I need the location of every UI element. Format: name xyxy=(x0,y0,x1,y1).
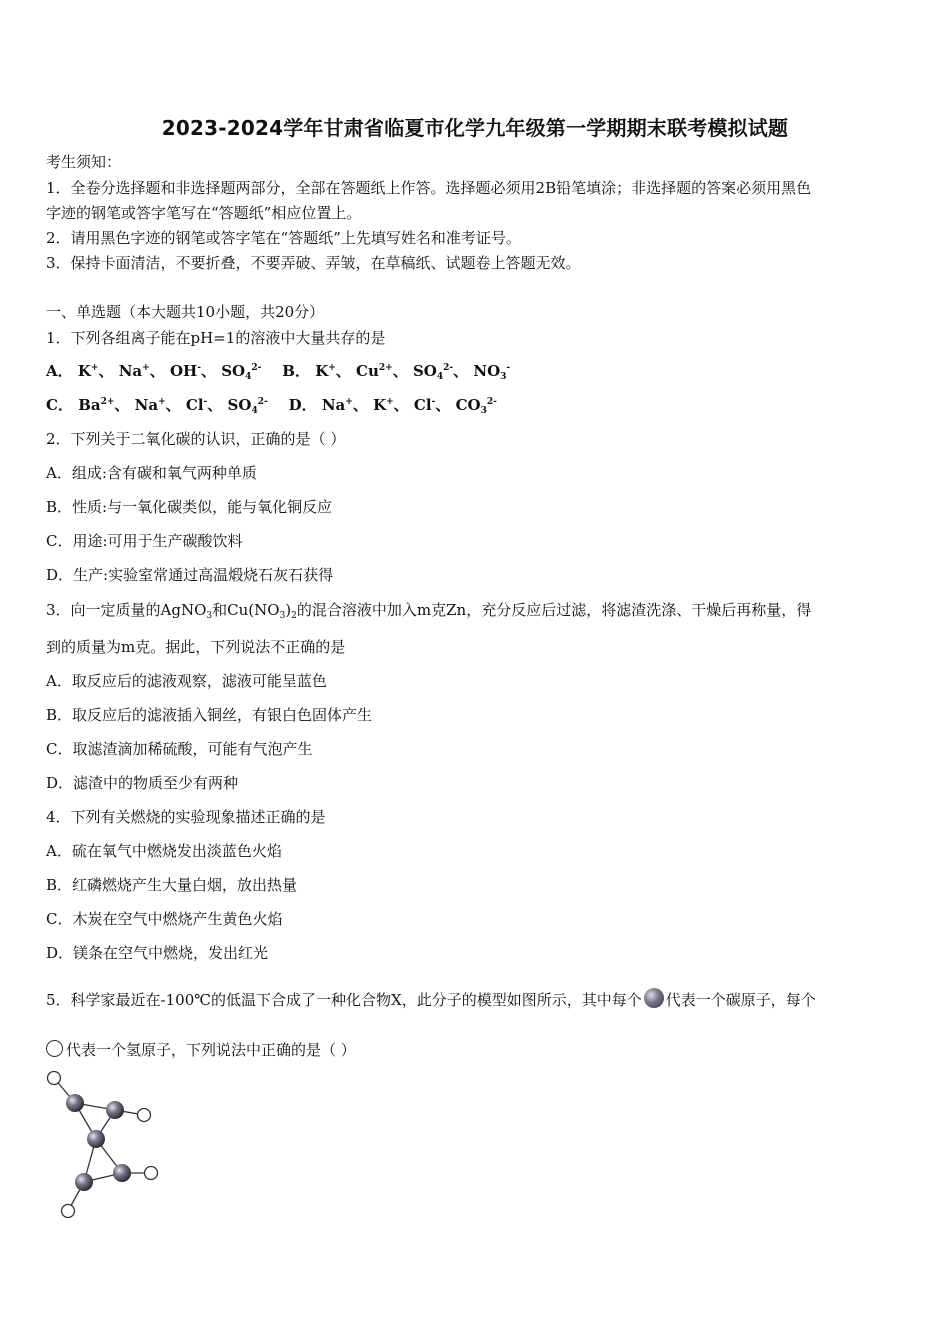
carbon-atom-icon xyxy=(87,1130,105,1148)
q1-label-c: C． xyxy=(46,396,73,414)
q3-option-a: A．取反应后的滤液观察，滤液可能呈蓝色 xyxy=(46,672,327,690)
q3-option-c: C．取滤渣滴加稀硫酸，可能有气泡产生 xyxy=(46,740,313,758)
notice-heading: 考生须知： xyxy=(46,153,122,171)
q2-option-b: B．性质:与一氧化碳类似，能与氧化铜反应 xyxy=(46,498,333,516)
q1-label-d: D． xyxy=(288,396,317,414)
q1-label-b: B． xyxy=(282,362,310,380)
q4-option-c: C．木炭在空气中燃烧产生黄色火焰 xyxy=(46,910,283,928)
ion-cl: Cl- xyxy=(185,396,208,414)
notice-item-2: 2．请用黑色字迹的钢笔或答字笔在“答题纸”上先填写姓名和准考证号。 xyxy=(46,229,521,247)
ion-no3: $NO_3^-$ xyxy=(473,362,511,382)
q3-stem-cont: 到的质量为m克。据此，下列说法不正确的是 xyxy=(46,638,346,656)
q5-stem: 5．科学家最近在-100℃的低温下合成了一种化合物X，此分子的模型如图所示，其中每个 代表一个碳原子，每个 xyxy=(46,988,816,1010)
ion-cu: $Cu^{2+}$ xyxy=(356,362,393,380)
ion-ba: $Ba^{2+}$ xyxy=(78,396,115,414)
ion-cl: Cl- xyxy=(413,396,436,414)
hydrogen-atom-icon xyxy=(46,1040,63,1057)
ion-na: Na+ xyxy=(118,362,150,380)
exam-title: 2023-2024学年甘肃省临夏市化学九年级第一学期期末联考模拟试题 xyxy=(161,116,789,140)
molecule-model-figure xyxy=(40,1068,170,1228)
q4-option-d: D．镁条在空气中燃烧，发出红光 xyxy=(46,944,269,962)
carbon-atom-icon xyxy=(106,1101,124,1119)
ion-na: Na+ xyxy=(134,396,166,414)
q4-option-a: A．硫在氧气中燃烧发出淡蓝色火焰 xyxy=(46,842,282,860)
ion-so4: $SO_4^{2-}$ xyxy=(221,362,262,382)
ion-k: K+ xyxy=(373,396,394,414)
notice-item-1: 1．全卷分选择题和非选择题两部分，全部在答题纸上作答。选择题必须用2B铅笔填涂；非选择题的答案必须用黑色 xyxy=(46,179,812,197)
ion-k: K+ xyxy=(77,362,99,380)
q4-stem: 4．下列有关燃烧的实验现象描述正确的是 xyxy=(46,808,326,826)
ion-na: Na+ xyxy=(321,396,353,414)
carbon-atom-icon xyxy=(644,988,664,1008)
ion-co3: $CO_3^{2-}$ xyxy=(455,396,497,416)
hydrogen-atom-icon xyxy=(48,1072,61,1085)
q3-option-b: B．取反应后的滤液插入铜丝，有银白色固体产生 xyxy=(46,706,373,724)
carbon-atoms xyxy=(66,1094,131,1191)
notice-item-3: 3．保持卡面清洁，不要折叠，不要弄破、弄皱，在草稿纸、试题卷上答题无效。 xyxy=(46,254,581,272)
ion-so4: $SO_4^{2-}$ xyxy=(227,396,268,416)
hydrogen-atom-icon xyxy=(138,1109,151,1122)
q3-stem: 3．向一定质量的AgNO$_3$和$Cu(NO_3)_2$的混合溶液中加入m克Zn，充分反应后过滤，将滤渣洗涤、干燥后再称量，得 xyxy=(46,601,812,621)
section-heading: 一、单选题（本大题共10小题，共20分） xyxy=(46,303,325,321)
ion-so4: $SO_4^{2-}$ xyxy=(412,362,454,382)
q2-stem: 2．下列关于二氧化碳的认识，正确的是（ ） xyxy=(46,430,346,448)
hydrogen-atom-icon xyxy=(145,1167,158,1180)
notice-item-1-cont: 字迹的钢笔或答字笔写在“答题纸”相应位置上。 xyxy=(46,204,362,222)
carbon-atom-icon xyxy=(75,1173,93,1191)
q1-stem: 1．下列各组离子能在pH=1的溶液中大量共存的是 xyxy=(46,329,386,347)
hydrogen-atom-icon xyxy=(62,1205,75,1218)
carbon-atom-icon xyxy=(66,1094,84,1112)
q4-option-b: B．红磷燃烧产生大量白烟，放出热量 xyxy=(46,876,298,894)
q2-option-a: A．组成:含有碳和氧气两种单质 xyxy=(46,464,257,482)
q2-option-c: C．用途:可用于生产碳酸饮料 xyxy=(46,532,243,550)
carbon-atom-icon xyxy=(113,1164,131,1182)
q1-label-a: A． xyxy=(46,362,73,380)
q3-option-d: D．滤渣中的物质至少有两种 xyxy=(46,774,239,792)
ion-oh: OH- xyxy=(169,362,201,380)
q1-options-ab: A． K+、 Na+、 OH-、 $SO_4^{2-}$ B． K+、 $Cu^{2+}$、 $SO_4^{2-}$、 $NO_3^-$ xyxy=(46,362,511,382)
q1-options-cd: C． $Ba^{2+}$、 Na+、 Cl-、 $SO_4^{2-}$ D． Na+、 K+、 Cl-、 $CO_3^{2-}$ xyxy=(46,396,497,416)
q2-option-d: D．生产:实验室常通过高温煅烧石灰石获得 xyxy=(46,566,334,584)
ion-k: K+ xyxy=(315,362,336,380)
q5-stem-cont: 代表一个氢原子，下列说法中正确的是（ ） xyxy=(46,1040,356,1060)
